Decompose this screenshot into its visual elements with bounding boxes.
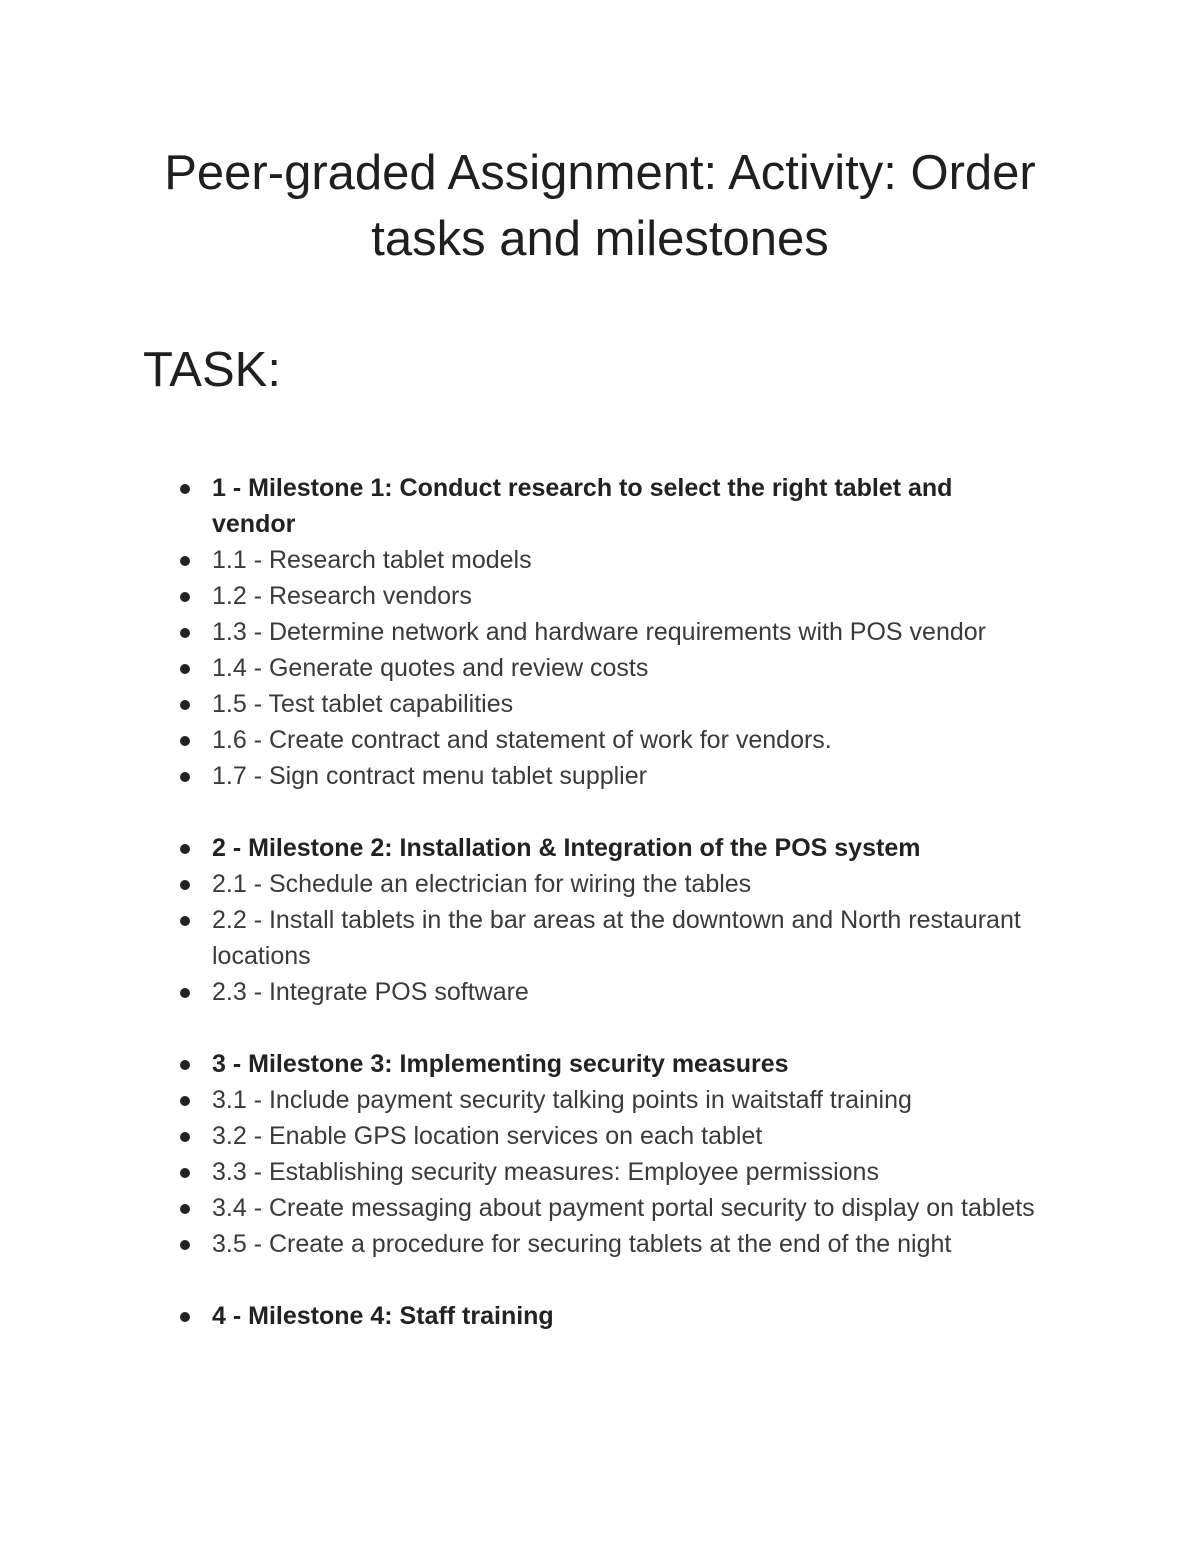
task-label: 3.1 - Include payment security talking points in waitstaff training [212, 1086, 912, 1114]
bullet-icon [180, 1240, 190, 1250]
task-label: 2.2 - Install tablets in the bar areas at the downtown and North restaurant locations [212, 906, 1021, 970]
task-item [0, 758, 1200, 794]
task-label: 3.5 - Create a procedure for securing tablets at the end of the night [212, 1230, 952, 1258]
milestone-label: 3 - Milestone 3: Implementing security measures [212, 1050, 789, 1078]
bullet-icon [180, 772, 190, 782]
bullet-icon [180, 880, 190, 890]
bullet-icon [180, 556, 190, 566]
task-item [0, 614, 1200, 650]
task-label: 1.3 - Determine network and hardware requirements with POS vendor [212, 618, 986, 646]
bullet-icon [180, 1132, 190, 1142]
milestone-group-2 [0, 830, 1200, 1010]
task-item [0, 542, 1200, 578]
milestone-label: 4 - Milestone 4: Staff training [212, 1302, 554, 1330]
task-label: 1.4 - Generate quotes and review costs [212, 654, 649, 682]
milestone-label: 2 - Milestone 2: Installation & Integration of the POS system [212, 834, 921, 862]
bullet-icon [180, 844, 190, 854]
milestone-group-4 [0, 1298, 1200, 1334]
bullet-icon [180, 1096, 190, 1106]
bullet-icon [180, 1168, 190, 1178]
task-item [0, 578, 1200, 614]
task-label: 3.2 - Enable GPS location services on each tablet [212, 1122, 763, 1150]
task-item [0, 722, 1200, 758]
bullet-icon [180, 916, 190, 926]
bullet-icon [180, 736, 190, 746]
task-item [0, 902, 1200, 974]
bullet-icon [180, 700, 190, 710]
bullet-icon [180, 1060, 190, 1070]
bullet-icon [180, 484, 190, 494]
bullet-icon [180, 988, 190, 998]
task-item [0, 866, 1200, 902]
task-item [0, 1226, 1200, 1262]
milestone-item [0, 830, 1200, 866]
bullet-icon [180, 628, 190, 638]
task-item [0, 650, 1200, 686]
milestone-group-3 [0, 1046, 1200, 1262]
task-label: 1.1 - Research tablet models [212, 546, 532, 574]
milestone-label: 1 - Milestone 1: Conduct research to select the right tablet and vendor [212, 474, 953, 538]
task-item [0, 686, 1200, 722]
task-list [0, 470, 1200, 1370]
task-item [0, 974, 1200, 1010]
bullet-icon [180, 592, 190, 602]
bullet-icon [180, 1312, 190, 1322]
milestone-group-1 [0, 470, 1200, 794]
milestone-item [0, 1046, 1200, 1082]
milestone-item [0, 1298, 1200, 1334]
task-item [0, 1154, 1200, 1190]
task-item [0, 1082, 1200, 1118]
task-item [0, 1118, 1200, 1154]
task-label: 2.3 - Integrate POS software [212, 978, 529, 1006]
bullet-icon [180, 1204, 190, 1214]
task-label: 3.4 - Create messaging about payment portal security to display on tablets [212, 1194, 1035, 1222]
task-label: 1.5 - Test tablet capabilities [212, 690, 514, 718]
task-label: 1.2 - Research vendors [212, 582, 472, 610]
task-label: 2.1 - Schedule an electrician for wiring the tables [212, 870, 752, 898]
task-heading: TASK: [143, 343, 281, 397]
task-label: 1.7 - Sign contract menu tablet supplier [212, 762, 647, 790]
bullet-icon [180, 664, 190, 674]
task-label: 1.6 - Create contract and statement of work for vendors. [212, 726, 832, 754]
task-label: 3.3 - Establishing security measures: Employee permissions [212, 1158, 879, 1186]
milestone-item [0, 470, 1200, 542]
document-title: Peer-graded Assignment: Activity: Order tasks and milestones [164, 146, 1036, 266]
task-item [0, 1190, 1200, 1226]
